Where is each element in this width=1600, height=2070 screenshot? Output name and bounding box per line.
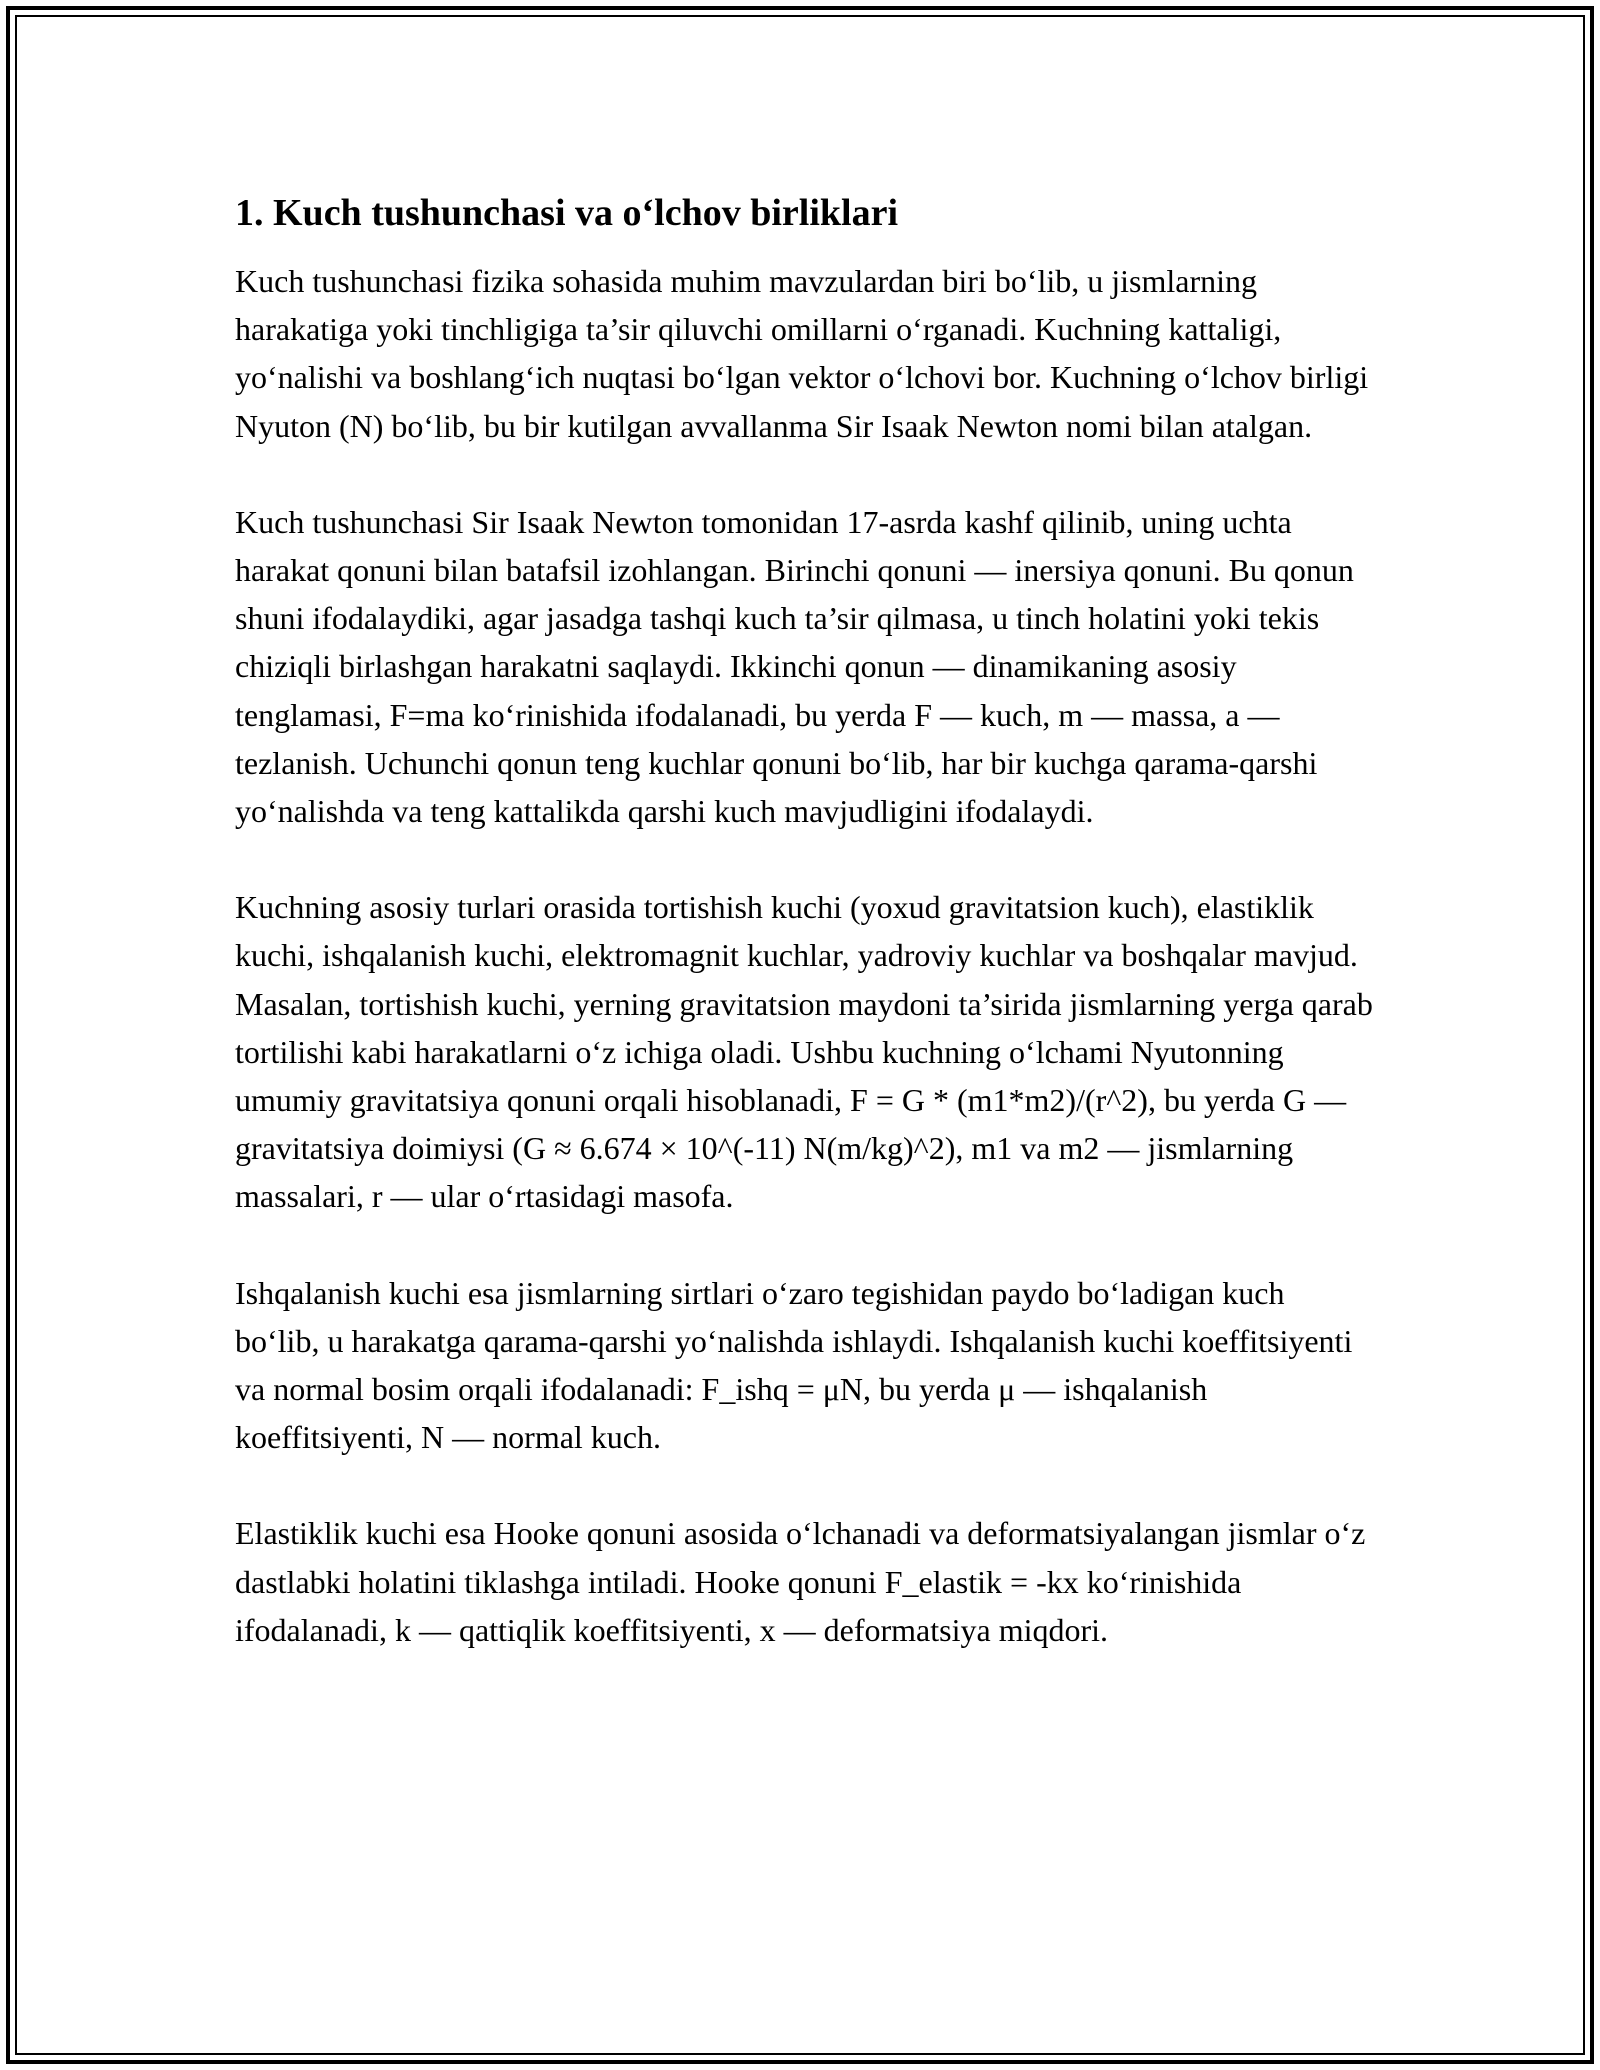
paragraph-force-types: Kuchning asosiy turlari orasida tortishish kuchi (yoxud gravitatsion kuch), elastiklik kuchi, ishqalanish kuchi, elektromagnit kuchlar, yadroviy kuchlar va boshqalar mavjud. Masalan, tortishish kuchi, yerning gravitatsion maydoni ta’sirida jismlarning yerga qarab tortilishi kabi harakatlarni o‘z ichiga oladi. Ushbu kuchning o‘lchami Nyutonning umumiy gravitatsiya qonuni orqali hisoblanadi, F = G * (m1*m2)/(r^2), bu yerda G — gravitatsiya doimiysi (G ≈ 6.674 × 10^(-11) N(m/kg)^2), m1 va m2 — jismlarning massalari, r — ular o‘rtasidagi masofa. (235, 889, 1373, 1215)
paragraph-friction: Ishqalanish kuchi esa jismlarning sirtlari o‘zaro tegishidan paydo bo‘ladigan kuch bo‘lib, u harakatga qarama-qarshi yo‘nalishda ishlaydi. Ishqalanish kuchi koeffitsiyenti va normal bosim orqali ifodalanadi: F_ishq = μN, bu yerda μ — ishqalanish koeffitsiyenti, N — normal kuch. (235, 1274, 1353, 1456)
paragraph-newton-laws: Kuch tushunchasi Sir Isaak Newton tomonidan 17-asrda kashf qilinib, uning uchta harakat qonuni bilan batafsil izohlangan. Birinchi qonuni — inersiya qonuni. Bu qonun shuni ifodalaydiki, agar jasadga tashqi kuch ta’sir qilmasa, u tinch holatini yoki tekis chiziqli birlashgan harakatni saqlaydi. Ikkinchi qonun — dinamikaning asosiy tenglamasi, F=ma ko‘rinishida ifodalanadi, bu yerda F — kuch, m — massa, a — tezlanish. Uchunchi qonun teng kuchlar qonuni bo‘lib, har bir kuchga qarama-qarshi yo‘nalishda va teng kattalikda qarshi kuch mavjudligini ifodalaydi. (235, 503, 1354, 830)
paragraph-elasticity: Elastiklik kuchi esa Hooke qonuni asosida o‘lchanadi va deformatsiyalangan jismlar o‘z dastlabki holatini tiklashga intiladi. Hooke qonuni F_elastik = -kx ko‘rinishida ifodalanadi, k — qattiqlik koeffitsiyenti, x — deformatsiya miqdori. (235, 1515, 1366, 1648)
document-body (235, 189, 1375, 1702)
section-heading: 1. Kuch tushunchasi va o‘lchov birliklari (235, 192, 899, 234)
paragraph-definition: Kuch tushunchasi fizika sohasida muhim mavzulardan biri bo‘lib, u jismlarning harakatiga yoki tinchligiga ta’sir qiluvchi omillarni o‘rganadi. Kuchning kattaligi, yo‘nalishi va boshlang‘ich nuqtasi bo‘lgan vektor o‘lchovi bor. Kuchning o‘lchov birligi Nyuton (N) bo‘lib, bu bir kutilgan avvallanma Sir Isaak Newton nomi bilan atalgan. (235, 263, 1369, 444)
